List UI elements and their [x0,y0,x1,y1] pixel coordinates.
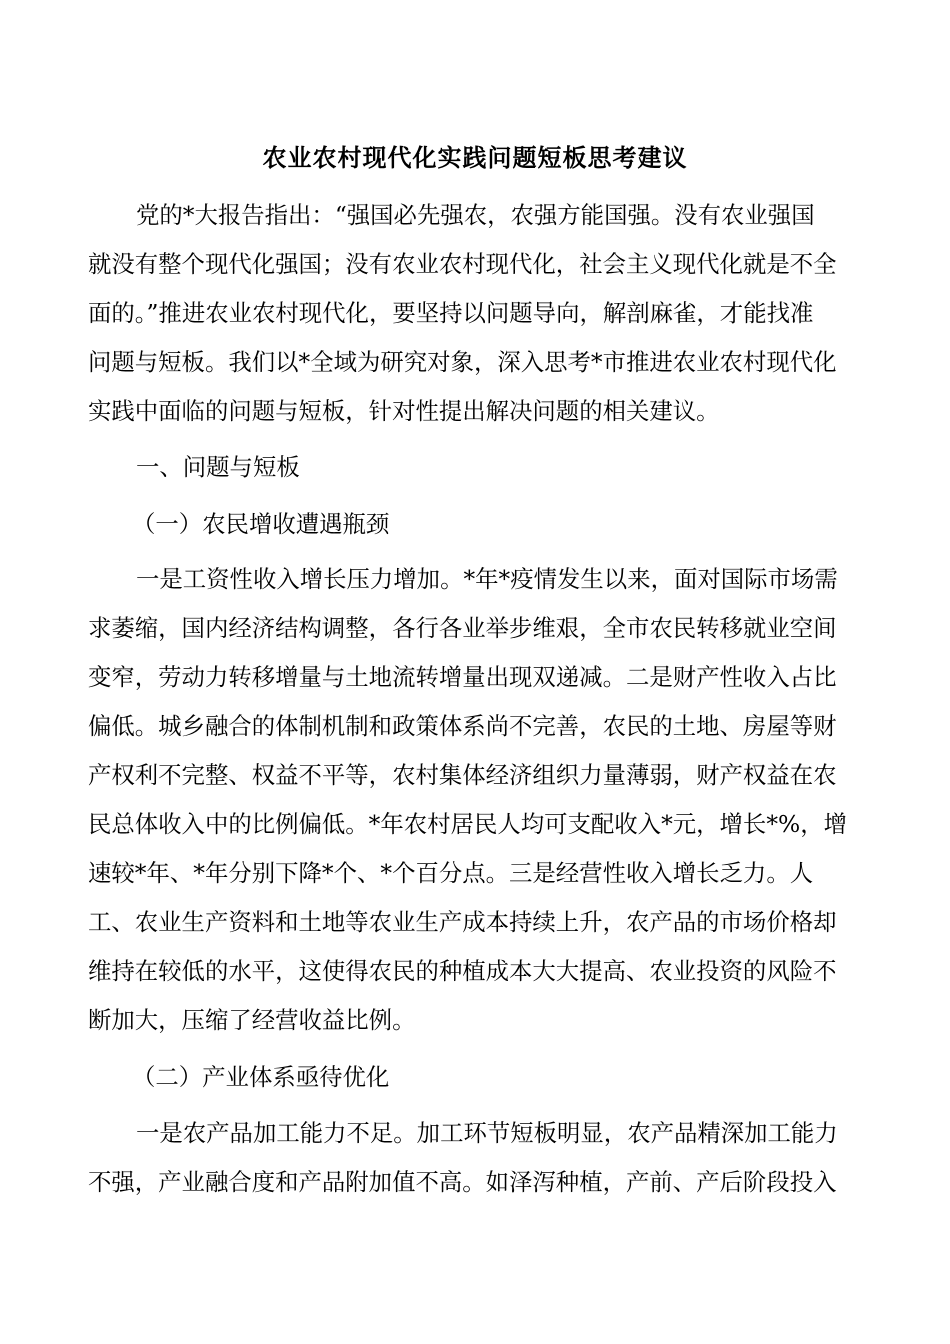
paragraph-line: 维持在较低的水平，这使得农民的种植成本大大提高、农业投资的风险不 [88,957,837,985]
paragraph-line: 工、农业生产资料和土地等农业生产成本持续上升，农产品的市场价格却 [88,908,837,936]
paragraph-line: 民总体收入中的比例偏低。*年农村居民人均可支配收入*元，增长*%，增 [88,810,848,838]
paragraph-line: 速较*年、*年分别下降*个、*个百分点。三是经营性收入增长乏力。人 [88,859,814,887]
paragraph-line: 断加大，压缩了经营收益比例。 [88,1006,416,1034]
subsection-heading: （一）农民增收遭遇瓶颈 [132,510,390,538]
document-title: 农业农村现代化实践问题短板思考建议 [262,143,688,172]
paragraph-line: 偏低。城乡融合的体制机制和政策体系尚不完善，农民的土地、房屋等财 [88,712,837,740]
paragraph-line: 不强，产业融合度和产品附加值不高。如泽泻种植，产前、产后阶段投入 [88,1168,837,1196]
paragraph-line: 党的*大报告指出：“强国必先强农，农强方能国强。没有农业强国 [136,201,815,229]
paragraph-line: 一是工资性收入增长压力增加。*年*疫情发生以来，面对国际市场需 [136,565,838,593]
paragraph-line: 问题与短板。我们以*全域为研究对象，深入思考*市推进农业农村现代化 [88,348,837,376]
subsection-heading: （二）产业体系亟待优化 [132,1063,390,1091]
paragraph-line: 变窄，劳动力转移增量与土地流转增量出现双递减。二是财产性收入占比 [88,663,837,691]
paragraph-line: 产权利不完整、权益不平等，农村集体经济组织力量薄弱，财产权益在农 [88,761,837,789]
paragraph-line: 求萎缩，国内经济结构调整，各行各业举步维艰，全市农民转移就业空间 [88,614,837,642]
paragraph-line: 就没有整个现代化强国；没有农业农村现代化，社会主义现代化就是不全 [88,250,837,278]
paragraph-line: 面的。”推进农业农村现代化，要坚持以问题导向，解剖麻雀，才能找准 [88,299,814,327]
paragraph-line: 实践中面临的问题与短板，针对性提出解决问题的相关建议。 [88,397,720,425]
paragraph-line: 一是农产品加工能力不足。加工环节短板明显，农产品精深加工能力 [136,1119,838,1147]
section-heading: 一、问题与短板 [136,453,300,481]
